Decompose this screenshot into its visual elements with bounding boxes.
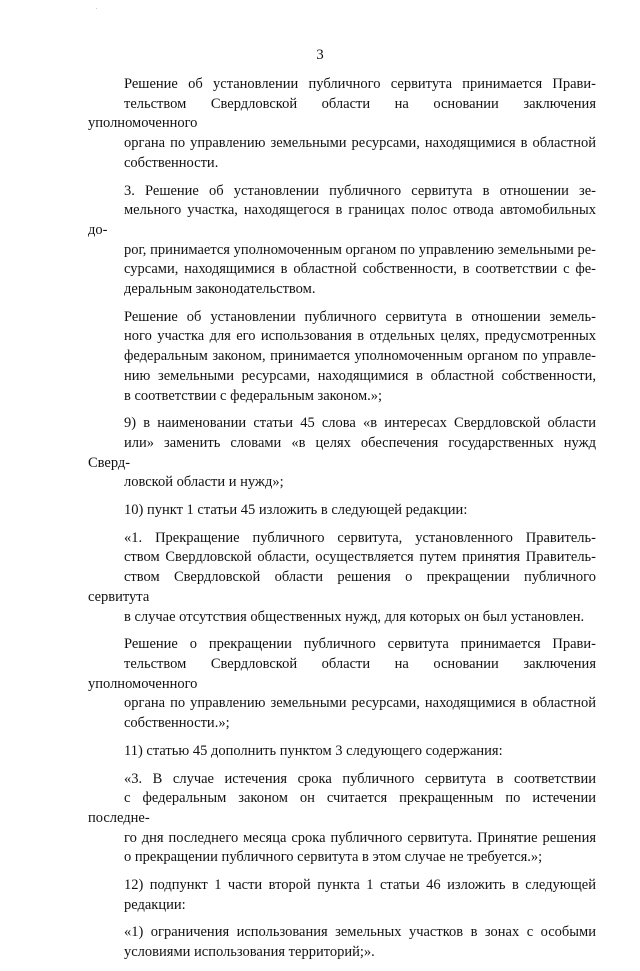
text-line: ством Свердловской области, осуществляется путем принятия Правитель- bbox=[124, 549, 596, 566]
document-body bbox=[88, 75, 596, 971]
text-line: Решение о прекращении публичного сервитута принимается Прави- bbox=[124, 636, 596, 653]
text-line: Решение об установлении публичного сервитута в отношении земель- bbox=[124, 308, 596, 325]
text-line: ловской области и нужд»; bbox=[124, 474, 284, 491]
text-line: 12) подпункт 1 части второй пункта 1 статьи 46 изложить в следующей bbox=[124, 877, 596, 894]
text-line: в соответствии с федеральным законом.»; bbox=[124, 387, 383, 404]
text-line: «1. Прекращение публичного сервитута, установленного Правитель- bbox=[124, 529, 596, 546]
text-line: мельного участка, находящегося в границах полос отвода автомобильных до- bbox=[88, 202, 596, 238]
paragraph bbox=[88, 876, 596, 915]
paragraph bbox=[88, 770, 596, 869]
text-line: редакции: bbox=[124, 896, 186, 913]
text-line: 10) пункт 1 статьи 45 изложить в следующей редакции: bbox=[124, 502, 468, 519]
paragraph bbox=[88, 501, 596, 521]
text-line: 11) статью 45 дополнить пунктом 3 следующего содержания: bbox=[124, 742, 503, 759]
page-number: 3 bbox=[316, 47, 324, 63]
paragraph bbox=[88, 308, 596, 407]
text-line: ного участка для его использования в отдельных целях, предусмотренных bbox=[124, 328, 596, 345]
text-line: собственности. bbox=[124, 154, 219, 171]
paragraph bbox=[88, 414, 596, 493]
text-line: нию земельными ресурсами, находящимися в областной собственности, bbox=[124, 367, 596, 384]
paragraph bbox=[88, 182, 596, 300]
paragraph bbox=[88, 742, 596, 762]
paragraph bbox=[88, 923, 596, 962]
scan-speck bbox=[96, 8, 97, 9]
text-line: федеральным законом, принимается уполномоченным органом по управле- bbox=[124, 348, 596, 365]
text-line: тельством Свердловской области на основании заключения уполномоченного bbox=[88, 655, 596, 692]
text-line: сурсами, находящимися в областной собственности, в соответствии с фе- bbox=[124, 261, 596, 278]
text-line: «3. В случае истечения срока публичного сервитута в соответствии bbox=[124, 770, 596, 787]
text-line: рог, принимается уполномоченным органом по управлению земельными ре- bbox=[124, 241, 596, 258]
text-line: или» заменить словами «в целях обеспечения государственных нужд Сверд- bbox=[88, 434, 596, 471]
text-line: го дня последнего месяца срока публичного сервитута. Принятие решения bbox=[124, 829, 596, 846]
text-line: тельством Свердловской области на основании заключения уполномоченного bbox=[88, 95, 596, 132]
text-line: 3. Решение об установлении публичного сервитута в отношении зе- bbox=[124, 182, 596, 199]
text-line: органа по управлению земельными ресурсами, находящимися в областной bbox=[124, 695, 596, 712]
text-line: Решение об установлении публичного сервитута принимается Прави- bbox=[124, 76, 596, 92]
text-line: ством Свердловской области решения о прекращении публичного сервитута bbox=[88, 569, 596, 605]
text-line: в случае отсутствия общественных нужд, для которых он был установлен. bbox=[124, 608, 585, 625]
text-line: условиями использования территорий;». bbox=[124, 944, 375, 961]
paragraph bbox=[88, 75, 596, 174]
text-line: «1) ограничения использования земельных участков в зонах с особыми bbox=[124, 924, 596, 941]
text-line: 9) в наименовании статьи 45 слова «в интересах Свердловской области bbox=[124, 415, 596, 432]
text-line: органа по управлению земельными ресурсами, находящимися в областной bbox=[124, 135, 596, 152]
text-line: собственности.»; bbox=[124, 715, 230, 732]
text-line: деральным законодательством. bbox=[124, 281, 316, 298]
paragraph bbox=[88, 635, 596, 734]
text-line: с федеральным законом он считается прекращенным по истечении последне- bbox=[88, 790, 596, 826]
paragraph bbox=[88, 529, 596, 628]
text-line: о прекращении публичного сервитута в этом случае не требуется.»; bbox=[124, 849, 543, 866]
